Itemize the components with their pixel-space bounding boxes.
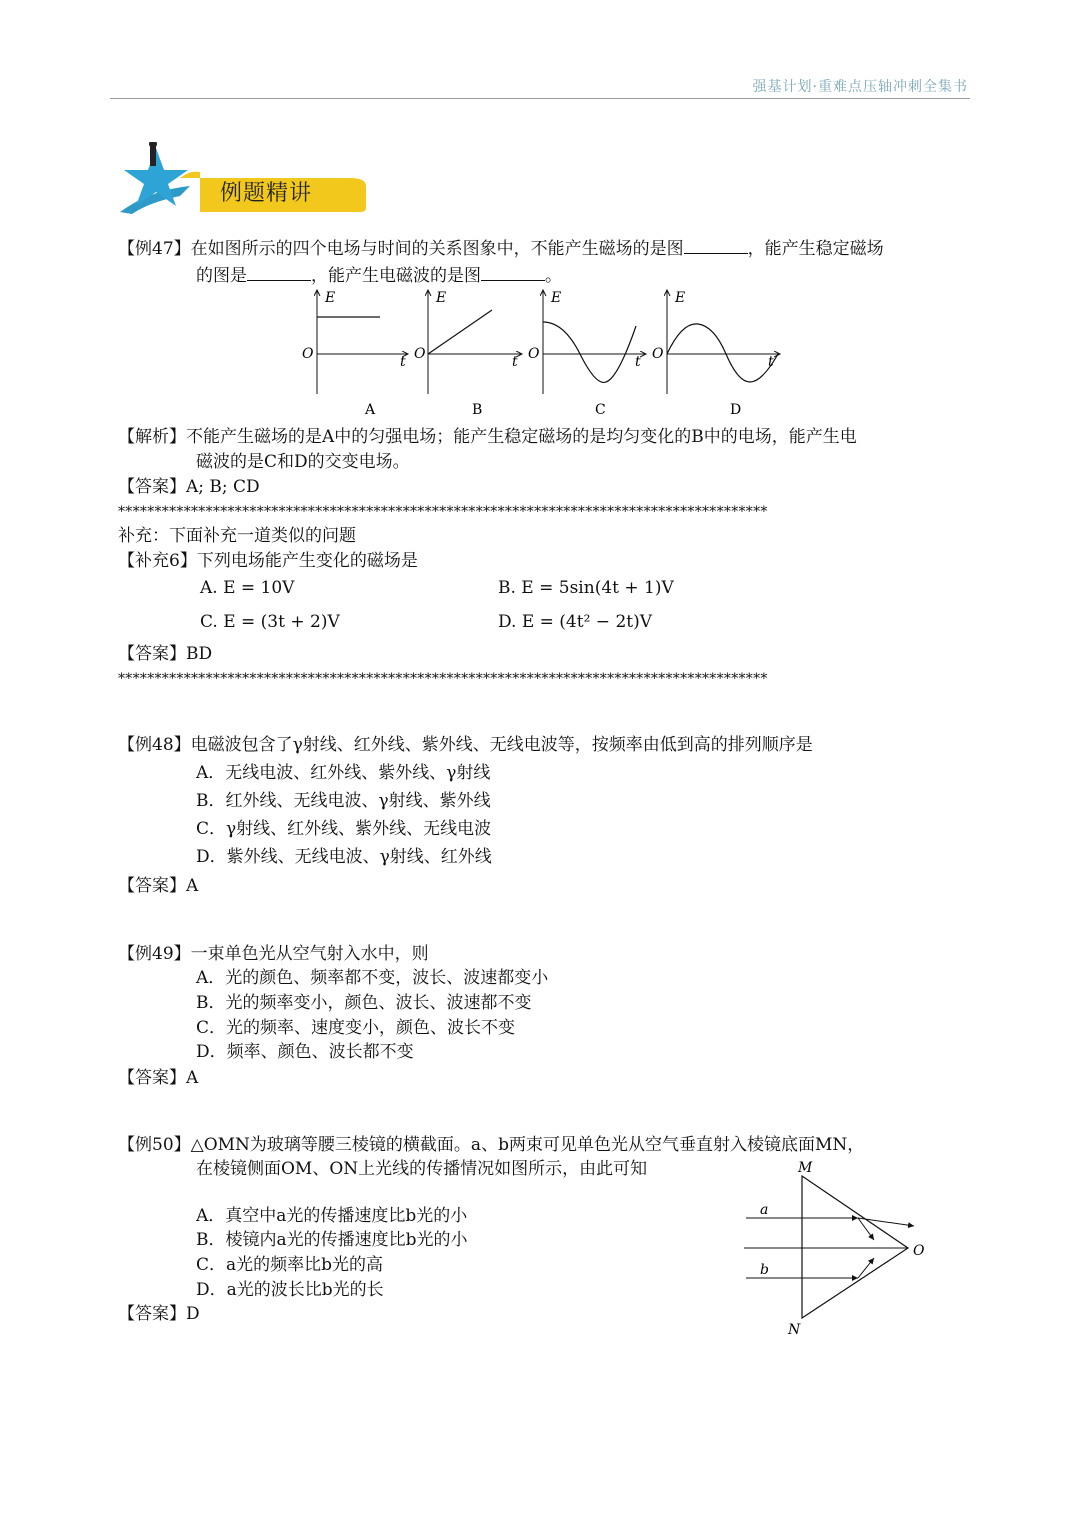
ex49-answer-value: A [186,1068,199,1088]
ex49-opt-d: D．频率、颜色、波长都不变 [196,1042,414,1062]
graph-b-origin: O [414,346,426,362]
ex48-answer-value: A [186,876,199,896]
ex48-opt-a: A．无线电波、红外线、紫外线、γ射线 [196,763,491,783]
graph-b-curve [428,310,492,354]
ex50-answer [118,1302,200,1326]
ex50-line1-wrap [118,1133,864,1157]
header-title: 强基计划·重难点压轴冲刺全集书 [752,79,968,95]
ex47-answer-value: A; B; CD [186,477,260,497]
ex47-text5: 。 [545,266,562,286]
graph-b-axis-t: t [512,354,518,370]
ex47-text1: 在如图所示的四个电场与时间的关系图象中，不能产生磁场的是图 [190,239,684,259]
ex49-question: 一束单色光从空气射入水中，则 [190,944,429,964]
ex50-line1: △OMN为玻璃等腰三棱镜的横截面。a、b两束可见单色光从空气垂直射入棱镜底面MN， [190,1135,865,1155]
ex47-blank1[interactable] [684,237,748,254]
supp-intro: 补充：下面补充一道类似的问题 [118,526,356,546]
ex47-analysis2: 磁波的是C和D的交变电场。 [196,452,410,472]
ex49-answer [118,1066,198,1090]
graph-c-curve [543,322,636,382]
ex48-answer-tag: 【答案】 [118,876,186,896]
graph-b-axis-e: E [436,290,447,306]
ex48-opt-b: B．红外线、无线电波、γ射线、紫外线 [196,791,491,811]
ex49-answer-tag: 【答案】 [118,1068,186,1088]
graph-d-curve [667,324,778,382]
ex48-question-line [118,733,813,757]
ex49-opt-a: A．光的颜色、频率都不变，波长、波速都变小 [196,968,549,988]
ex47-answer-tag: 【答案】 [118,477,186,497]
banner-label: 例题精讲 [220,181,313,206]
graph-c [528,290,646,418]
supp-answer [118,642,212,666]
graph-a-axis-e: E [325,290,336,306]
ex47-tag: 【例47】 [118,239,191,259]
ex48-opt-c: C．γ射线、红外线、紫外线、无线电波 [196,819,492,839]
ex50-opt-b: B．棱镜内a光的传播速度比b光的小 [196,1230,468,1250]
ex50-answer-value: D [186,1304,200,1324]
ex50-prism-figure [740,1158,940,1338]
ex50-opt-c: C．a光的频率比b光的高 [196,1255,384,1275]
ex47-text4: ，能产生电磁波的是图 [311,266,481,286]
ex47-answer [118,475,260,499]
graph-c-axis-t: t [635,354,641,370]
prism-triangle [802,1176,908,1318]
prism-label-a: a [760,1202,769,1218]
graph-b [414,290,522,418]
ray-b-reflect [858,1258,874,1278]
graph-b-label: B [472,402,483,418]
prism-label-o: O [913,1243,925,1259]
ex48-question: 电磁波包含了γ射线、红外线、紫外线、无线电波等，按频率由低到高的排列顺序是 [190,735,813,755]
ex47-text3: 的图是 [196,266,247,286]
ex48-answer [118,874,198,898]
prism-label-m: M [798,1160,813,1176]
supp-question-line [118,549,418,573]
supp-opt-a: A. E = 10V [200,578,295,598]
ex50-answer-tag: 【答案】 [118,1304,186,1324]
ex47-blank3[interactable] [481,264,545,281]
supp-opt-c: C. E = (3t + 2)V [200,612,340,632]
graph-d-origin: O [652,346,664,362]
graph-d-axis-t: t [768,354,774,370]
supp-tag: 【补充6】 [118,551,197,571]
ex47-blank2[interactable] [247,264,311,281]
ex47-analysis-line1 [118,425,857,449]
supp-answer-tag: 【答案】 [118,644,186,664]
ex49-opt-c: C．光的频率、速度变小，颜色、波长不变 [196,1018,516,1038]
ex50-line2: 在棱镜侧面OM、ON上光线的传播情况如图所示，由此可知 [196,1159,648,1179]
ex50-tag: 【例50】 [118,1135,191,1155]
graph-a-origin: O [302,346,314,362]
graph-a-label: A [365,402,376,418]
ray-a-out [858,1218,914,1226]
supp-opt-b: B. E = 5sin(4t + 1)V [498,578,674,598]
graph-a-axis-t: t [400,354,406,370]
supp-opt-d: D. E = (4t² − 2t)V [498,612,652,632]
ex47-graphs [290,286,810,426]
graph-c-origin: O [528,346,540,362]
ex50-opt-a: A．真空中a光的传播速度比b光的小 [196,1206,468,1226]
ex48-opt-d: D．紫外线、无线电波、γ射线、红外线 [196,847,492,867]
prism-label-n: N [788,1322,801,1338]
divider-stars-1: ***************************************************************************************** [118,505,768,519]
prism-label-b: b [760,1262,769,1278]
divider-stars-2: ***************************************************************************************** [118,672,768,686]
ex47-analysis1: 不能产生磁场的是A中的匀强电场；能产生稳定磁场的是均匀变化的B中的电场，能产生电 [186,427,857,447]
ex49-question-line [118,942,429,966]
graph-c-axis-e: E [551,290,562,306]
graph-a [302,290,408,418]
ex48-tag: 【例48】 [118,735,191,755]
ex47-analysis-tag: 【解析】 [118,427,186,447]
supp-question: 下列电场能产生变化的磁场是 [196,551,418,571]
ex47-text2: ，能产生稳定磁场 [747,239,884,259]
graph-c-label: C [595,402,606,418]
graph-d-axis-e: E [675,290,686,306]
supp-answer-value: BD [186,644,213,664]
ex49-tag: 【例49】 [118,944,191,964]
ray-a-reflect [858,1218,874,1240]
ex50-opt-d: D．a光的波长比b光的长 [196,1280,384,1300]
section-banner [120,142,370,218]
ex49-opt-b: B．光的频率变小，颜色、波长、波速都不变 [196,993,532,1013]
graph-d [652,290,780,418]
page-header [110,72,970,99]
graph-d-label: D [730,402,742,418]
ex47-line2 [196,264,562,288]
ex47-line1 [118,237,884,261]
